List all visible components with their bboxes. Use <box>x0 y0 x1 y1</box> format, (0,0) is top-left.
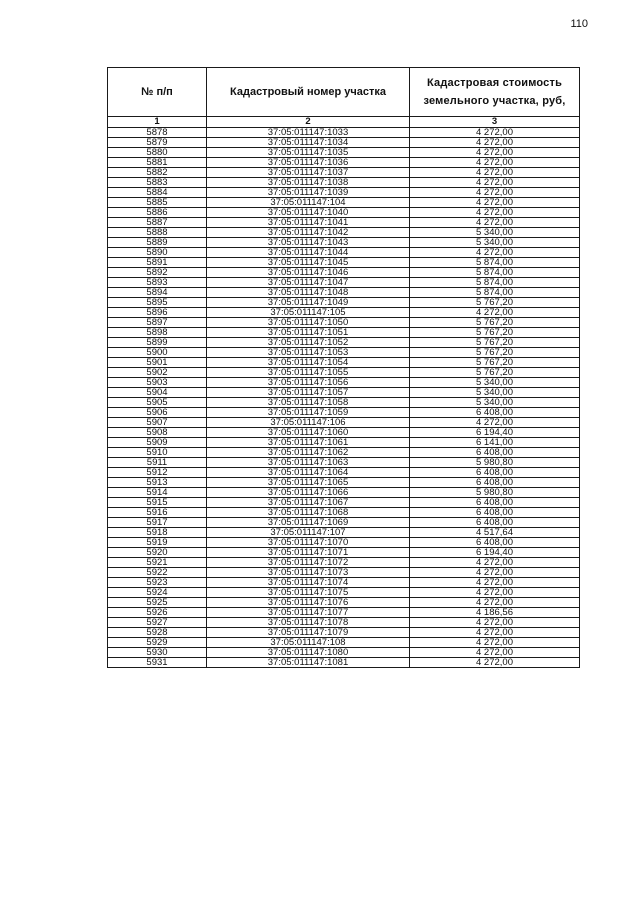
cadastral-value: 4 272,00 <box>410 558 580 568</box>
cadastral-number: 37:05:011147:1077 <box>207 608 410 618</box>
row-number: 5903 <box>108 378 207 388</box>
cadastral-number: 37:05:011147:104 <box>207 198 410 208</box>
table-row <box>108 298 580 308</box>
cadastral-value: 4 272,00 <box>410 158 580 168</box>
cadastral-value: 4 272,00 <box>410 418 580 428</box>
table-row <box>108 328 580 338</box>
cadastral-value: 5 874,00 <box>410 268 580 278</box>
table-row <box>108 398 580 408</box>
cadastral-value: 5 767,20 <box>410 348 580 358</box>
cadastral-number: 37:05:011147:1043 <box>207 238 410 248</box>
row-number: 5904 <box>108 388 207 398</box>
table-row <box>108 188 580 198</box>
cadastral-number: 37:05:011147:1069 <box>207 518 410 528</box>
table-row <box>108 508 580 518</box>
cadastral-number: 37:05:011147:1050 <box>207 318 410 328</box>
cadastral-number: 37:05:011147:1078 <box>207 618 410 628</box>
cadastral-value: 5 340,00 <box>410 228 580 238</box>
row-number: 5890 <box>108 248 207 258</box>
table-row <box>108 538 580 548</box>
cadastral-number: 37:05:011147:1057 <box>207 388 410 398</box>
cadastral-value: 6 408,00 <box>410 518 580 528</box>
cadastral-value: 5 874,00 <box>410 258 580 268</box>
cadastral-number: 37:05:011147:1059 <box>207 408 410 418</box>
cadastral-number: 37:05:011147:1034 <box>207 138 410 148</box>
cadastral-value: 5 767,20 <box>410 338 580 348</box>
cadastral-number: 37:05:011147:1053 <box>207 348 410 358</box>
row-number: 5883 <box>108 178 207 188</box>
row-number: 5901 <box>108 358 207 368</box>
row-number: 5888 <box>108 228 207 238</box>
page-number: 110 <box>570 18 588 30</box>
row-number: 5930 <box>108 648 207 658</box>
table-row <box>108 368 580 378</box>
table-row <box>108 358 580 368</box>
cadastral-value: 6 194,40 <box>410 548 580 558</box>
table-row <box>108 238 580 248</box>
table-row <box>108 408 580 418</box>
cadastral-number: 37:05:011147:1060 <box>207 428 410 438</box>
cadastral-value: 4 272,00 <box>410 208 580 218</box>
table-row <box>108 228 580 238</box>
cadastral-number: 37:05:011147:1039 <box>207 188 410 198</box>
cadastral-value: 5 340,00 <box>410 378 580 388</box>
row-number: 5895 <box>108 298 207 308</box>
header-row <box>108 68 580 117</box>
row-number: 5929 <box>108 638 207 648</box>
cadastral-value: 6 408,00 <box>410 408 580 418</box>
cadastral-number: 37:05:011147:1038 <box>207 178 410 188</box>
cadastral-value: 4 272,00 <box>410 178 580 188</box>
table-row <box>108 208 580 218</box>
table-row <box>108 218 580 228</box>
row-number: 5911 <box>108 458 207 468</box>
cadastral-value: 5 340,00 <box>410 388 580 398</box>
cadastral-number: 37:05:011147:1055 <box>207 368 410 378</box>
row-number: 5916 <box>108 508 207 518</box>
cadastral-value: 4 272,00 <box>410 648 580 658</box>
table-row <box>108 168 580 178</box>
row-number: 5913 <box>108 478 207 488</box>
table-row <box>108 128 580 138</box>
row-number: 5919 <box>108 538 207 548</box>
row-number: 5926 <box>108 608 207 618</box>
row-number: 5892 <box>108 268 207 278</box>
table-row <box>108 338 580 348</box>
table-row <box>108 488 580 498</box>
cadastral-value: 4 272,00 <box>410 128 580 138</box>
row-number: 5928 <box>108 628 207 638</box>
cadastral-number: 37:05:011147:1066 <box>207 488 410 498</box>
row-number: 5878 <box>108 128 207 138</box>
cadastral-value: 4 272,00 <box>410 588 580 598</box>
cadastral-value: 6 141,00 <box>410 438 580 448</box>
row-number: 5881 <box>108 158 207 168</box>
table-row <box>108 578 580 588</box>
row-number: 5921 <box>108 558 207 568</box>
cadastral-number: 37:05:011147:1076 <box>207 598 410 608</box>
table-row <box>108 288 580 298</box>
cadastral-number: 37:05:011147:1058 <box>207 398 410 408</box>
table-row <box>108 278 580 288</box>
table-row <box>108 548 580 558</box>
cadastral-value: 4 272,00 <box>410 568 580 578</box>
table-row <box>108 318 580 328</box>
row-number: 5918 <box>108 528 207 538</box>
row-number: 5912 <box>108 468 207 478</box>
row-number: 5896 <box>108 308 207 318</box>
cadastral-value: 4 272,00 <box>410 638 580 648</box>
cadastral-number: 37:05:011147:107 <box>207 528 410 538</box>
cadastral-value: 5 340,00 <box>410 398 580 408</box>
table-body <box>108 128 580 668</box>
row-number: 5900 <box>108 348 207 358</box>
cadastral-number: 37:05:011147:106 <box>207 418 410 428</box>
column-index: 2 <box>207 117 410 128</box>
column-index: 1 <box>108 117 207 128</box>
row-number: 5884 <box>108 188 207 198</box>
table-row <box>108 148 580 158</box>
cadastral-number: 37:05:011147:1047 <box>207 278 410 288</box>
cadastral-number: 37:05:011147:1070 <box>207 538 410 548</box>
row-number: 5915 <box>108 498 207 508</box>
cadastral-number: 37:05:011147:1042 <box>207 228 410 238</box>
table-row <box>108 418 580 428</box>
cadastral-number: 37:05:011147:1036 <box>207 158 410 168</box>
table-row <box>108 438 580 448</box>
cadastral-value: 5 874,00 <box>410 288 580 298</box>
cadastral-number: 37:05:011147:1048 <box>207 288 410 298</box>
row-number: 5902 <box>108 368 207 378</box>
table-row <box>108 608 580 618</box>
row-number: 5922 <box>108 568 207 578</box>
cadastral-number: 37:05:011147:1073 <box>207 568 410 578</box>
cadastral-number: 37:05:011147:1074 <box>207 578 410 588</box>
cadastral-number: 37:05:011147:1063 <box>207 458 410 468</box>
cadastral-number: 37:05:011147:1068 <box>207 508 410 518</box>
row-number: 5924 <box>108 588 207 598</box>
cadastral-value: 5 767,20 <box>410 368 580 378</box>
table-row <box>108 478 580 488</box>
table-row <box>108 448 580 458</box>
table-row <box>108 348 580 358</box>
cadastral-value: 6 408,00 <box>410 498 580 508</box>
cadastral-value: 4 517,64 <box>410 528 580 538</box>
cadastral-number: 37:05:011147:1072 <box>207 558 410 568</box>
cadastral-number: 37:05:011147:1065 <box>207 478 410 488</box>
table-row <box>108 138 580 148</box>
header-number: № п/п <box>108 68 207 117</box>
table-row <box>108 308 580 318</box>
table-row <box>108 248 580 258</box>
cadastral-value: 6 408,00 <box>410 468 580 478</box>
row-number: 5909 <box>108 438 207 448</box>
cadastral-value: 4 272,00 <box>410 148 580 158</box>
cadastral-number: 37:05:011147:1045 <box>207 258 410 268</box>
table-row <box>108 378 580 388</box>
table-row <box>108 618 580 628</box>
row-number: 5923 <box>108 578 207 588</box>
cadastre-table <box>107 67 580 668</box>
table-row <box>108 558 580 568</box>
cadastral-number: 37:05:011147:1079 <box>207 628 410 638</box>
cadastral-value: 4 272,00 <box>410 618 580 628</box>
row-number: 5927 <box>108 618 207 628</box>
row-number: 5887 <box>108 218 207 228</box>
row-number: 5908 <box>108 428 207 438</box>
cadastral-value: 5 980,80 <box>410 488 580 498</box>
cadastral-value: 4 272,00 <box>410 168 580 178</box>
cadastral-number: 37:05:011147:1056 <box>207 378 410 388</box>
row-number: 5914 <box>108 488 207 498</box>
cadastral-value: 4 272,00 <box>410 658 580 668</box>
cadastral-number: 37:05:011147:1067 <box>207 498 410 508</box>
row-number: 5931 <box>108 658 207 668</box>
column-index: 3 <box>410 117 580 128</box>
cadastral-number: 37:05:011147:1046 <box>207 268 410 278</box>
cadastral-value: 6 408,00 <box>410 538 580 548</box>
table-row <box>108 458 580 468</box>
row-number: 5880 <box>108 148 207 158</box>
cadastral-value: 6 408,00 <box>410 448 580 458</box>
cadastral-number: 37:05:011147:1037 <box>207 168 410 178</box>
cadastral-value: 4 186,56 <box>410 608 580 618</box>
cadastral-value: 4 272,00 <box>410 628 580 638</box>
cadastral-number: 37:05:011147:1071 <box>207 548 410 558</box>
cadastral-value: 5 767,20 <box>410 358 580 368</box>
table-row <box>108 658 580 668</box>
cadastral-value: 6 408,00 <box>410 478 580 488</box>
table-row <box>108 638 580 648</box>
table-row <box>108 518 580 528</box>
cadastral-value: 5 767,20 <box>410 318 580 328</box>
cadastral-value: 5 340,00 <box>410 238 580 248</box>
cadastral-value: 6 194,40 <box>410 428 580 438</box>
cadastral-number: 37:05:011147:1064 <box>207 468 410 478</box>
row-number: 5920 <box>108 548 207 558</box>
row-number: 5907 <box>108 418 207 428</box>
row-number: 5905 <box>108 398 207 408</box>
cadastral-number: 37:05:011147:1040 <box>207 208 410 218</box>
row-number: 5899 <box>108 338 207 348</box>
row-number: 5898 <box>108 328 207 338</box>
header-cadastral-number: Кадастровый номер участка <box>207 68 410 117</box>
cadastral-number: 37:05:011147:1061 <box>207 438 410 448</box>
table-row <box>108 528 580 538</box>
row-number: 5906 <box>108 408 207 418</box>
cadastral-value: 5 874,00 <box>410 278 580 288</box>
cadastral-number: 37:05:011147:1051 <box>207 328 410 338</box>
row-number: 5885 <box>108 198 207 208</box>
column-index-row <box>108 117 580 128</box>
table-row <box>108 568 580 578</box>
cadastral-value: 5 980,80 <box>410 458 580 468</box>
cadastral-value: 4 272,00 <box>410 578 580 588</box>
cadastral-number: 37:05:011147:1049 <box>207 298 410 308</box>
row-number: 5917 <box>108 518 207 528</box>
table-row <box>108 158 580 168</box>
cadastral-number: 37:05:011147:108 <box>207 638 410 648</box>
cadastral-number: 37:05:011147:1035 <box>207 148 410 158</box>
cadastral-value: 4 272,00 <box>410 198 580 208</box>
cadastral-number: 37:05:011147:1062 <box>207 448 410 458</box>
cadastral-value: 4 272,00 <box>410 188 580 198</box>
table-row <box>108 388 580 398</box>
cadastral-number: 37:05:011147:1052 <box>207 338 410 348</box>
table-row <box>108 628 580 638</box>
cadastral-number: 37:05:011147:1080 <box>207 648 410 658</box>
cadastral-number: 37:05:011147:1041 <box>207 218 410 228</box>
table-row <box>108 428 580 438</box>
row-number: 5910 <box>108 448 207 458</box>
row-number: 5897 <box>108 318 207 328</box>
table-row <box>108 198 580 208</box>
table-row <box>108 598 580 608</box>
table-row <box>108 258 580 268</box>
header-cadastral-value: Кадастровая стоимость земельного участка, руб, <box>410 68 580 117</box>
cadastral-value: 5 767,20 <box>410 328 580 338</box>
cadastral-number: 37:05:011147:1033 <box>207 128 410 138</box>
row-number: 5886 <box>108 208 207 218</box>
cadastral-number: 37:05:011147:1054 <box>207 358 410 368</box>
row-number: 5889 <box>108 238 207 248</box>
cadastral-value: 4 272,00 <box>410 218 580 228</box>
row-number: 5925 <box>108 598 207 608</box>
cadastral-number: 37:05:011147:1075 <box>207 588 410 598</box>
cadastral-value: 6 408,00 <box>410 508 580 518</box>
cadastral-value: 4 272,00 <box>410 308 580 318</box>
cadastral-value: 4 272,00 <box>410 248 580 258</box>
cadastral-value: 4 272,00 <box>410 138 580 148</box>
row-number: 5894 <box>108 288 207 298</box>
cadastral-number: 37:05:011147:105 <box>207 308 410 318</box>
row-number: 5891 <box>108 258 207 268</box>
table-row <box>108 468 580 478</box>
table-row <box>108 588 580 598</box>
table-row <box>108 268 580 278</box>
cadastral-number: 37:05:011147:1081 <box>207 658 410 668</box>
cadastral-number: 37:05:011147:1044 <box>207 248 410 258</box>
row-number: 5893 <box>108 278 207 288</box>
table-row <box>108 178 580 188</box>
row-number: 5882 <box>108 168 207 178</box>
cadastral-value: 5 767,20 <box>410 298 580 308</box>
cadastral-value: 4 272,00 <box>410 598 580 608</box>
row-number: 5879 <box>108 138 207 148</box>
table-row <box>108 498 580 508</box>
table-row <box>108 648 580 658</box>
